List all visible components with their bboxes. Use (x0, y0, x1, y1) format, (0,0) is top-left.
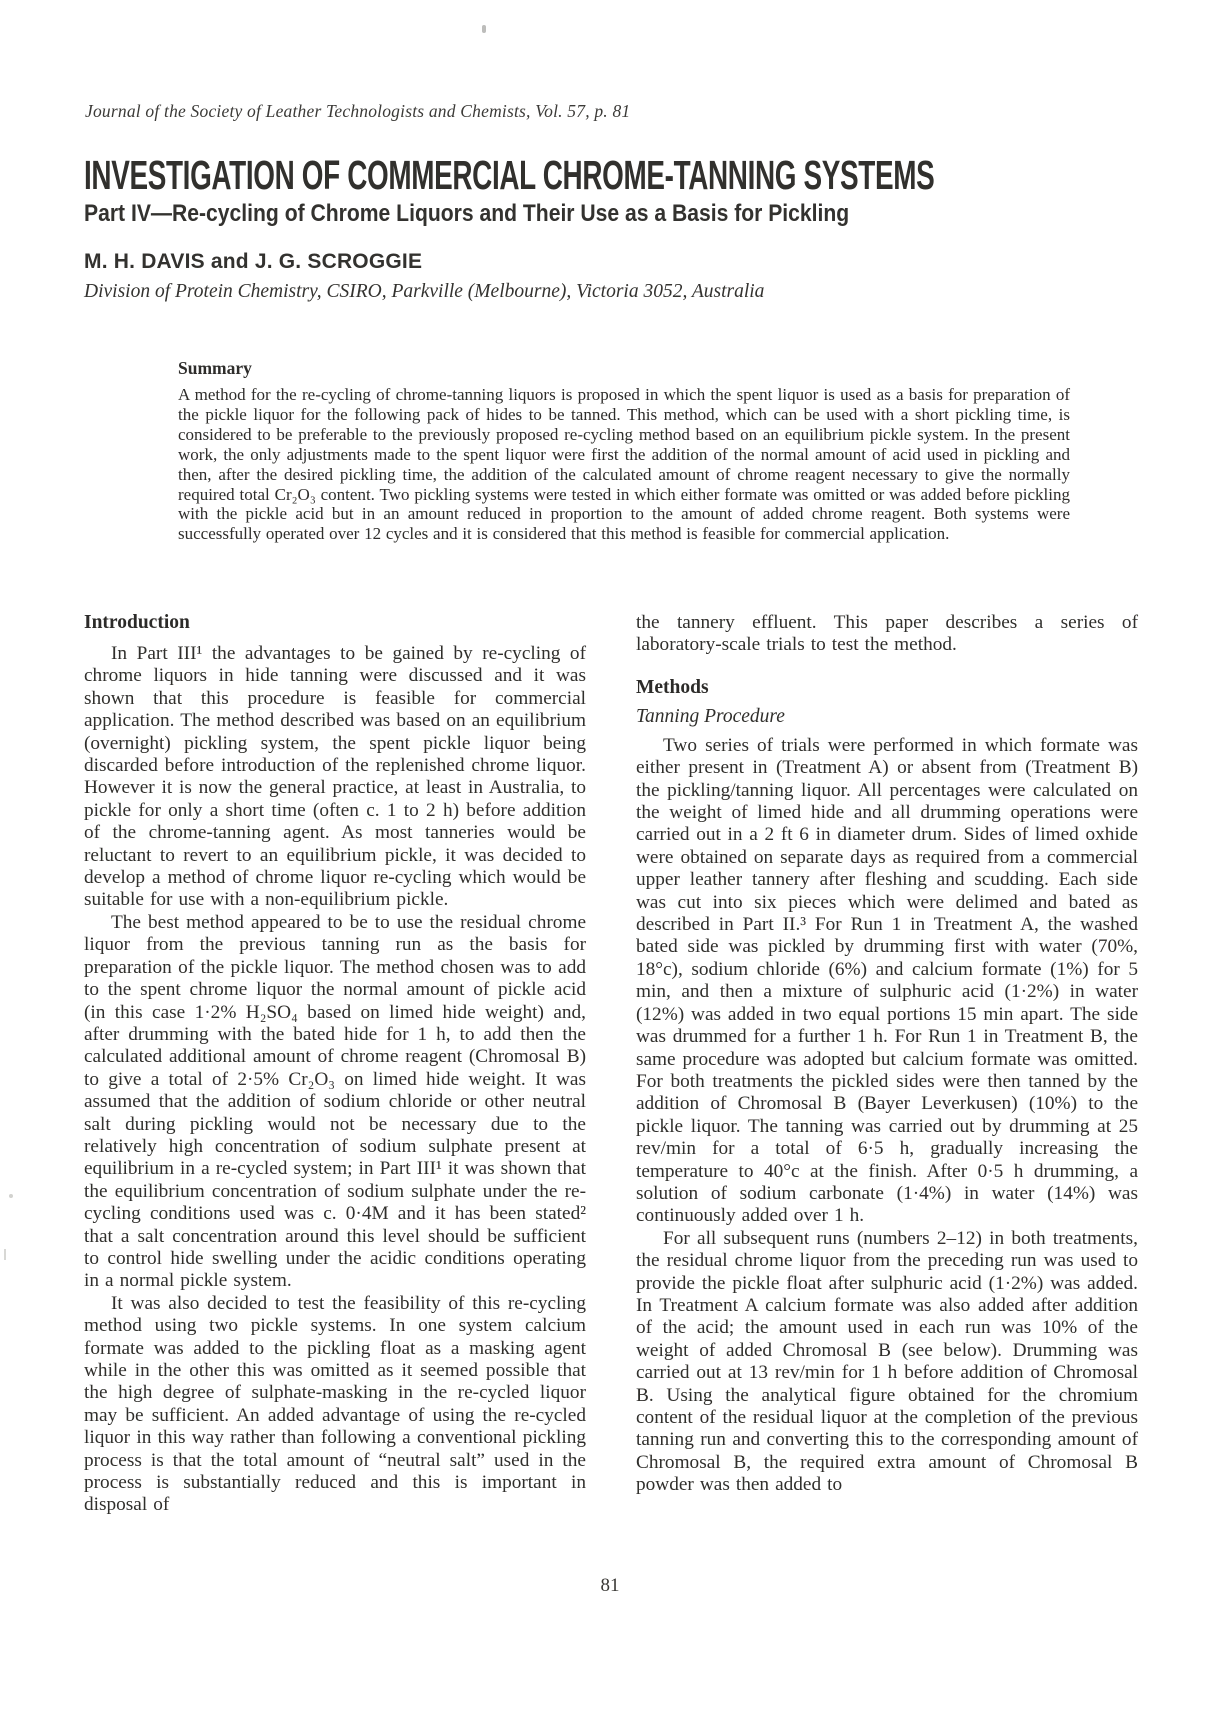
journal-citation-line: Journal of the Society of Leather Technologists and Chemists, Vol. 57, p. 81 (85, 101, 631, 121)
methods-paragraph-1: Two series of trials were performed in which formate was either present in (Treatment A) or absent from (Treatment B) the pickling/tanning liquor. All percentages were calculated on the weight of limed hide and all drumming operations were carried out in a 2 ft 6 in diameter drum. Sides of limed oxhide were obtained on separate days as required from a commercial upper leather tannery after fleshing and scudding. Each side was cut into six pieces which were delimed and bated as described in Part II.³ For Run 1 in Treatment A, the washed bated side was pickled by drumming first with water (70%, 18°c), sodium chloride (6%) and calcium formate (1%) for 5 min, and then a mixture of sulphuric acid (1·2%) in water (12%) was added in two equal portions 15 min apart. The side was drummed for a further 1 h. For Run 1 in Treatment B, the same procedure was adopted but calcium formate was omitted. For both treatments the pickled sides were then tanned by the addition of Chromosal B (Bayer Leverkusen) (10%) to the pickle liquor. The tanning was carried out by drumming at 25 rev/min for a total of 6·5 h, gradually increasing the temperature to 40°c at the finish. After 0·5 h drumming, a solution of sodium carbonate (1·4%) in water (14%) was continuously added over 1 h. (636, 734, 1138, 1227)
page-number: 81 (600, 1575, 620, 1596)
left-column (84, 612, 586, 1517)
introduction-continuation: the tannery effluent. This paper describes a series of laboratory-scale trials to test the method. (636, 612, 1138, 656)
introduction-heading: Introduction (84, 612, 190, 633)
methods-paragraph-2: For all subsequent runs (numbers 2–12) in both treatments, the residual chrome liquor from the preceding run was used to provide the pickle float after sulphuric acid (1·2%) was added. In Treatment A calcium formate was also added after addition of the acid; the amount used in each run was 10% of the weight of added Chromosal B (see below). Drumming was carried out at 13 rev/min for 1 h before addition of Chromosal B. Using the analytical figure obtained for the chromium content of the residual liquor at the completion of the previous tanning run and converting this to the corresponding amount of Chromosal B, the required extra amount of Chromosal B powder was then added to (636, 1227, 1138, 1496)
summary-body: A method for the re-cycling of chrome-tanning liquors is proposed in which the spent liquor is used as a basis for preparation of the pickle liquor for the following pack of hides to be tanned. This method, which can be used with a short pickling time, is considered to be preferable to the previously proposed re-cycling method based on an equilibrium pickle system. In the present work, the only adjustments made to the spent liquor were first the addition of the normal amount of acid used in pickling and then, after the desired pickling time, the addition of the calculated amount of chrome reagent necessary to give the normally required total Cr₂O₃ content. Two pickling systems were tested in which either formate was omitted or was added before pickling with the pickle acid but in an amount reduced in proportion to the amount of added chrome reagent. Both systems were successfully operated over 12 cycles and it is considered that this method is feasible for commercial application. (178, 385, 1070, 544)
scan-speck (482, 25, 486, 33)
authors-line: M. H. DAVIS and J. G. SCROGGIE (84, 250, 423, 273)
introduction-paragraph-1: In Part III¹ the advantages to be gained by re-cycling of chrome liquors in hide tanning were discussed and it was shown that this procedure is feasible for commercial application. The method described was based on an equilibrium (overnight) pickling system, the spent pickle liquor being discarded before introduction of the replenished chrome liquor. However it is now the general practice, at least in Australia, to pickle for only a short time (often c. 1 to 2 h) before addition of the chrome-tanning agent. As most tanneries would be reluctant to revert to an equilibrium pickle, it was decided to develop a method of chrome liquor re-cycling which would be suitable for use with a non-equilibrium pickle. (84, 643, 586, 911)
affiliation-line: Division of Protein Chemistry, CSIRO, Parkville (Melbourne), Victoria 3052, Australia (84, 281, 765, 302)
summary-heading: Summary (178, 358, 252, 378)
article-title: INVESTIGATION OF COMMERCIAL CHROME-TANNING SYSTEMS (84, 152, 935, 198)
methods-heading: Methods (636, 676, 709, 698)
scan-speck (9, 1194, 13, 1198)
right-column (636, 612, 1138, 1497)
introduction-paragraph-3: It was also decided to test the feasibility of this re-cycling method using two pickle systems. In one system calcium formate was added to the pickling float as a masking agent while in the other this was omitted as it seemed possible that the high degree of sulphate-masking in the re-cycled liquor may be sufficient. An added advantage of using the re-cycled liquor in this way rather than following a conventional pickling process is that the total amount of “neutral salt” used in the process is substantially reduced and this is important in disposal of (84, 1292, 586, 1516)
introduction-paragraph-2: The best method appeared to be to use the residual chrome liquor from the previous tanning run as the basis for preparation of the pickle liquor. The method chosen was to add to the spent chrome liquor the normal amount of pickle acid (in this case 1·2% H₂SO₄ based on limed hide weight) and, after drumming with the bated hide for 1 h, to add then the calculated additional amount of chrome reagent (Chromosal B) to give a total of 2·5% Cr₂O₃ on limed hide weight. It was assumed that the addition of sodium chloride or other neutral salt during pickling would not be necessary due to the relatively high concentration of sodium sulphate present at equilibrium in a re-cycled system; in Part III¹ it was shown that the equilibrium concentration of sodium sulphate under the re-cycling conditions used was c. 0·4M and it has been stated² that a salt concentration around this level should be sufficient to control hide swelling under the acidic conditions operating in a normal pickle system. (84, 911, 586, 1292)
article-subtitle: Part IV—Re-cycling of Chrome Liquors and Their Use as a Basis for Pickling (84, 200, 850, 227)
tanning-procedure-subheading: Tanning Procedure (636, 705, 785, 727)
summary-section (178, 358, 1070, 544)
scan-speck (4, 1249, 6, 1260)
